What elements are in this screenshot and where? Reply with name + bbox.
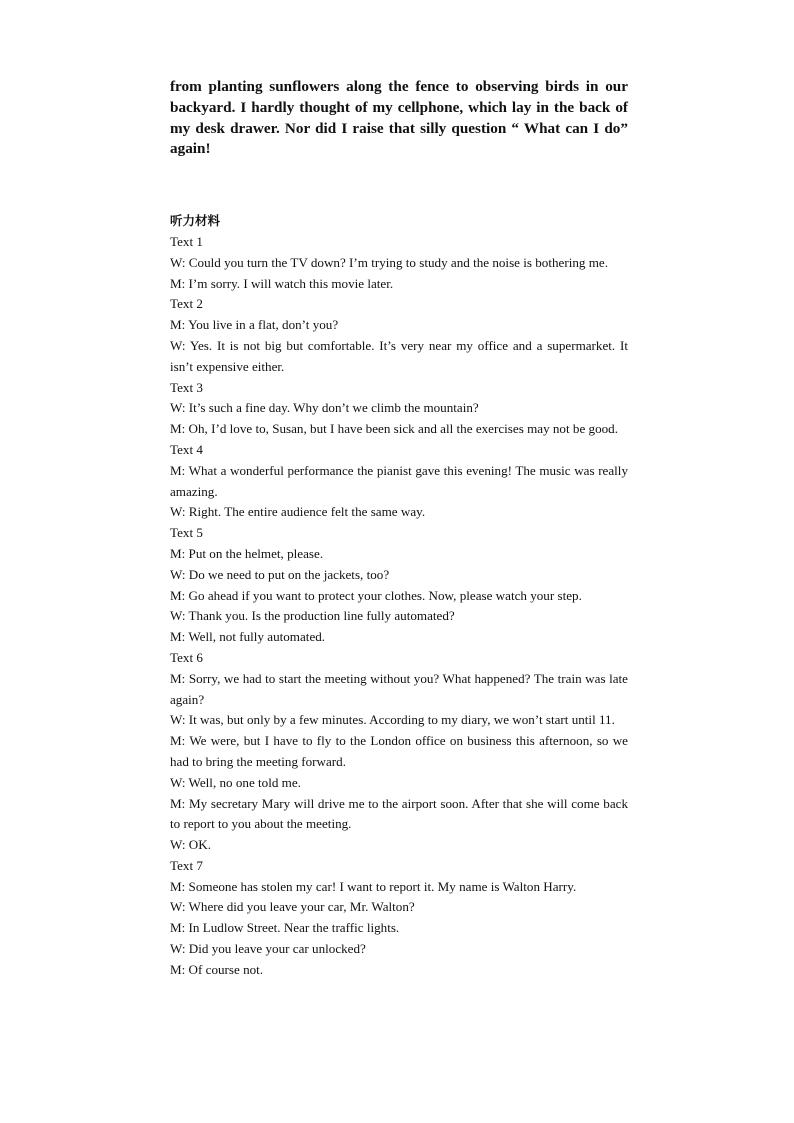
dialogue-line: M: Go ahead if you want to protect your clothes. Now, please watch your step. — [170, 587, 582, 603]
dialogue-line: M: Someone has stolen my car! I want to report it. My name is Walton Harry. — [170, 878, 577, 894]
section-heading: 听力材料 — [170, 213, 221, 229]
dialogue-line: W: Right. The entire audience felt the same way. — [170, 504, 426, 520]
dialogue-line: M: In Ludlow Street. Near the traffic lights. — [170, 920, 400, 936]
dialogue-line: M: Well, not fully automated. — [170, 629, 326, 645]
dialogue-line: M: We were, but I have to fly to the London office on business this afternoon, so we had to bring the meeting forward. — [170, 733, 628, 769]
dialogue-line: M: Of course not. — [170, 961, 264, 977]
dialogue-line: M: Put on the helmet, please. — [170, 545, 324, 561]
dialogue-line: W: OK. — [170, 837, 211, 853]
dialogue-line: M: My secretary Mary will drive me to the airport soon. After that she will come back to report to you about the meeting. — [170, 795, 628, 832]
dialogue-line: W: Where did you leave your car, Mr. Walton? — [170, 899, 415, 915]
text-section-label: Text 3 — [170, 379, 203, 395]
dialogue-line: W: It was, but only by a few minutes. According to my diary, we won’t start until 11. — [170, 712, 615, 728]
dialogue-line: M: Oh, I’d love to, Susan, but I have been sick and all the exercises may not be good. — [170, 421, 618, 437]
dialogue-line: W: Could you turn the TV down? I’m trying to study and the noise is bothering me. — [170, 254, 608, 270]
text-section-label: Text 1 — [170, 233, 203, 249]
text-section-label: Text 7 — [170, 857, 203, 873]
dialogue-line: W: It’s such a fine day. Why don’t we climb the mountain? — [170, 400, 479, 416]
text-section-label: Text 6 — [170, 649, 203, 665]
dialogue-line: M: You live in a flat, don’t you? — [170, 317, 339, 333]
text-section-label: Text 2 — [170, 296, 203, 312]
transcript — [170, 232, 628, 981]
dialogue-line: M: What a wonderful performance the pianist gave this evening! The music was really amazing. — [170, 462, 628, 499]
dialogue-line: W: Did you leave your car unlocked? — [170, 941, 366, 957]
dialogue-line: M: I’m sorry. I will watch this movie later. — [170, 275, 394, 291]
dialogue-line: W: Do we need to put on the jackets, too? — [170, 566, 390, 582]
dialogue-line: W: Well, no one told me. — [170, 774, 301, 790]
dialogue-line: W: Yes. It is not big but comfortable. It’s very near my office and a supermarket. It isn’t expensive either. — [170, 337, 628, 374]
dialogue-line: M: Sorry, we had to start the meeting without you? What happened? The train was late again? — [170, 670, 628, 707]
document-page — [170, 77, 628, 981]
text-section-label: Text 4 — [170, 441, 203, 457]
text-section-label: Text 5 — [170, 525, 203, 541]
intro-paragraph: from planting sunflowers along the fence to observing birds in our backyard. I hardly thought of my cellphone, which lay in the back of my desk drawer. Nor did I raise that silly question “ What can I do” again! — [170, 78, 628, 158]
dialogue-line: W: Thank you. Is the production line fully automated? — [170, 608, 455, 624]
